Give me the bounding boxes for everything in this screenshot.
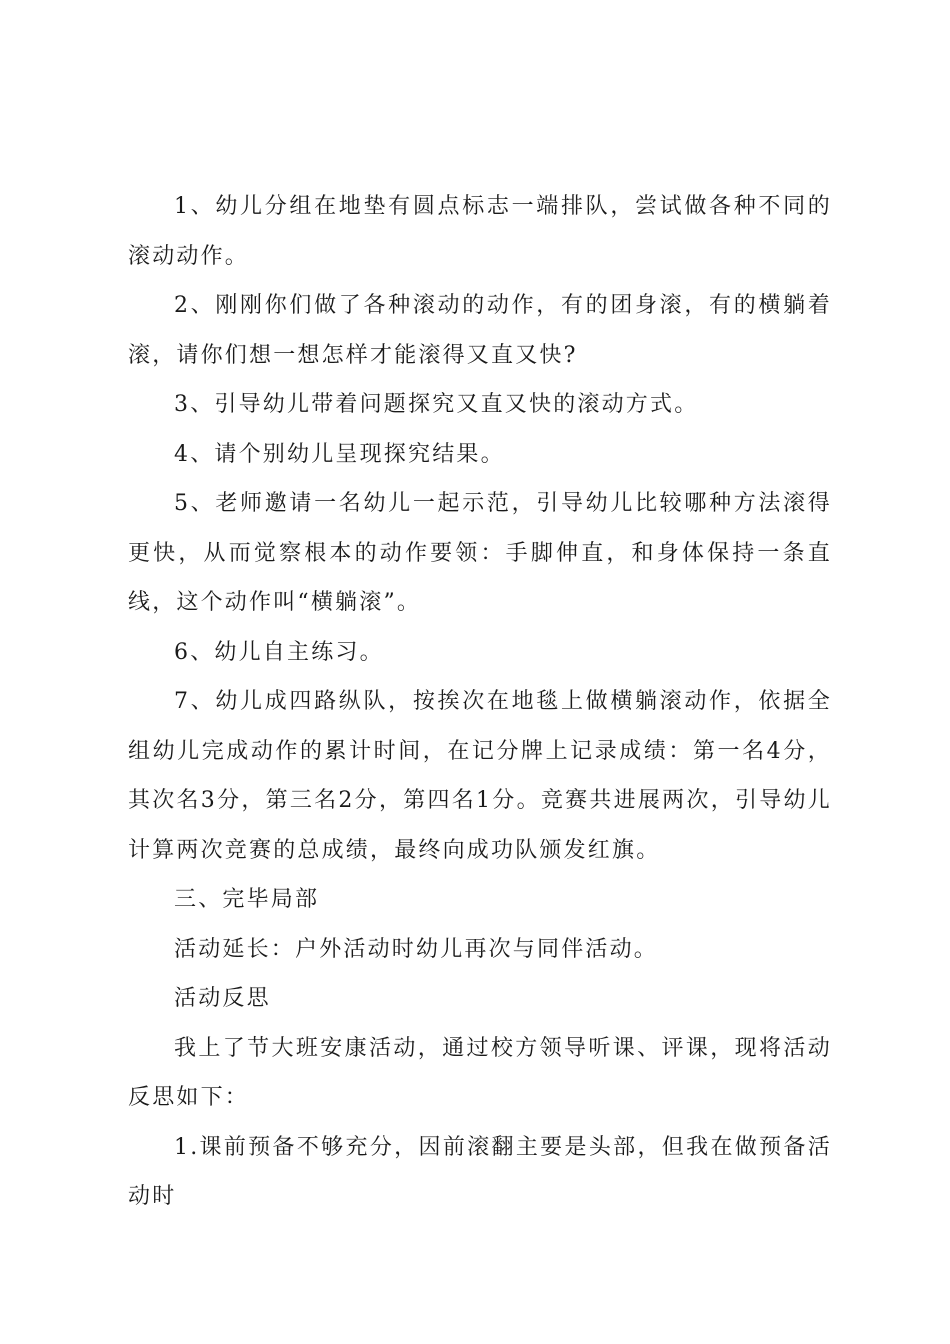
paragraph-step-1: 1、幼儿分组在地垫有圆点标志一端排队，尝试做各种不同的滚动动作。 xyxy=(128,194,832,269)
paragraph-step-5: 5、老师邀请一名幼儿一起示范，引导幼儿比较哪种方法滚得更快，从而觉察根本的动作要领：手脚伸直，和身体保持一条直线，这个动作叫“横躺滚”。 xyxy=(128,491,832,615)
paragraph-step-4: 4、请个别幼儿呈现探究结果。 xyxy=(174,441,505,467)
paragraph-step-6: 6、幼儿自主练习。 xyxy=(174,639,384,665)
section-heading-ending: 三、完毕局部 xyxy=(174,887,320,912)
paragraph-activity-extension: 活动延长：户外活动时幼儿再次与同伴活动。 xyxy=(174,936,659,962)
paragraph-reflection-intro: 我上了节大班安康活动，通过校方领导听课、评课，现将活动反思如下： xyxy=(128,1035,832,1110)
section-heading-reflection: 活动反思 xyxy=(174,986,271,1011)
paragraph-step-3: 3、引导幼儿带着问题探究又直又快的滚动方式。 xyxy=(174,392,699,417)
paragraph-step-2: 2、刚刚你们做了各种滚动的动作，有的团身滚，有的横躺着滚，请你们想一想怎样才能滚得又直又快? xyxy=(128,293,832,368)
paragraph-reflection-point-1: 1.课前预备不够充分，因前滚翻主要是头部，但我在做预备活动时 xyxy=(128,1134,832,1209)
document-body xyxy=(128,182,832,1222)
paragraph-step-7: 7、幼儿成四路纵队，按挨次在地毯上做横躺滚动作，依据全组幼儿完成动作的累计时间，在记分牌上记录成绩：第一名4分，其次名3分，第三名2分，第四名1分。竞赛共进展两次，引导幼儿计算两次竞赛的总成绩，最终向成功队颁发红旗。 xyxy=(128,689,832,863)
